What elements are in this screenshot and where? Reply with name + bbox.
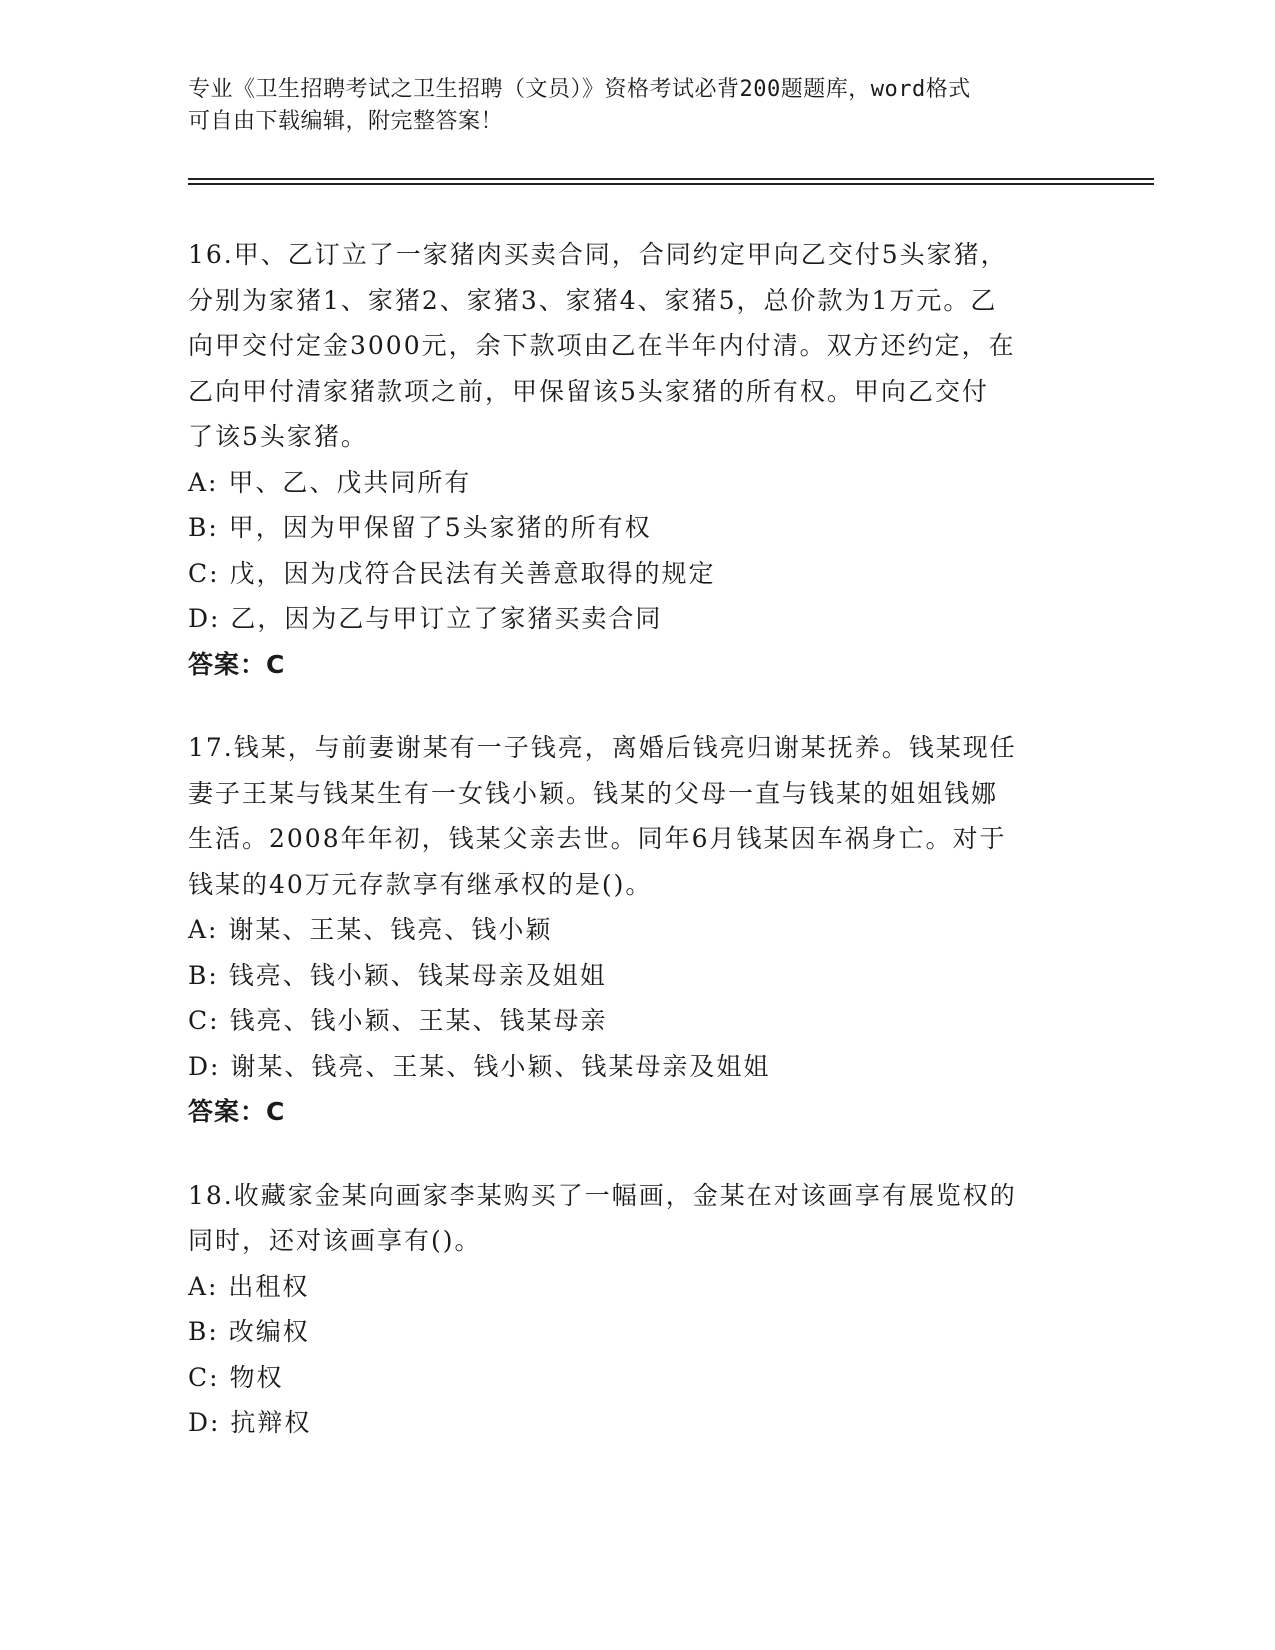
header-line: 专业《卫生招聘考试之卫生招聘（文员）》资格考试必背200题题库，word格式: [188, 77, 971, 102]
question-18: [188, 1173, 1088, 1446]
answer-label: 答案：C: [188, 649, 286, 679]
header-divider: [188, 178, 1154, 180]
option-d: D: 抗辩权: [188, 1408, 312, 1437]
option-a: A: 谢某、王某、钱亮、钱小颖: [188, 915, 553, 944]
option-d: D: 乙，因为乙与甲订立了家猪买卖合同: [188, 604, 663, 633]
option-a: A: 出租权: [188, 1271, 310, 1301]
option-b: B: 钱亮、钱小颖、钱某母亲及姐姐: [188, 960, 607, 990]
question-stem-line: 钱某的40万元存款享有继承权的是()。: [188, 869, 653, 899]
question-stem-line: 了该5头家猪。: [188, 422, 368, 451]
header-line: 可自由下载编辑，附完整答案！: [188, 109, 504, 134]
document-header: [188, 74, 1088, 138]
option-c: C: 物权: [188, 1362, 284, 1392]
option-c: C: 钱亮、钱小颖、王某、钱某母亲: [188, 1006, 608, 1035]
option-b: B: 甲，因为甲保留了5头家猪的所有权: [188, 513, 652, 542]
question-stem-line: 妻子王某与钱某生有一女钱小颖。钱某的父母一直与钱某的姐姐钱娜: [188, 778, 999, 808]
question-list: [188, 232, 1088, 1484]
option-b: B: 改编权: [188, 1317, 310, 1346]
answer-label: 答案：C: [188, 1097, 286, 1126]
header-divider: [188, 183, 1154, 185]
question-16: [188, 232, 1088, 687]
question-17: [188, 725, 1088, 1135]
question-stem-line: 同时，还对该画享有()。: [188, 1226, 482, 1255]
question-stem-line: 生活。2008年年初，钱某父亲去世。同年6月钱某因车祸身亡。对于: [188, 824, 1007, 853]
option-d: D: 谢某、钱亮、王某、钱小颖、钱某母亲及姐姐: [188, 1051, 771, 1081]
question-stem-line: 17.钱某，与前妻谢某有一子钱亮，离婚后钱亮归谢某抚养。钱某现任: [188, 733, 1017, 762]
question-stem-line: 18.收藏家金某向画家李某购买了一幅画，金某在对该画享有展览权的: [188, 1180, 1017, 1210]
question-stem-line: 分别为家猪1、家猪2、家猪3、家猪4、家猪5，总价款为1万元。乙: [188, 285, 998, 315]
question-stem-line: 16.甲、乙订立了一家猪肉买卖合同，合同约定甲向乙交付5头家猪，: [188, 240, 1008, 269]
question-stem-line: 向甲交付定金3000元，余下款项由乙在半年内付清。双方还约定，在: [188, 331, 1016, 360]
option-a: A: 甲、乙、戊共同所有: [188, 467, 472, 497]
question-stem-line: 乙向甲付清家猪款项之前，甲保留该5头家猪的所有权。甲向乙交付: [188, 376, 989, 406]
option-c: C: 戊，因为戊符合民法有关善意取得的规定: [188, 558, 716, 588]
